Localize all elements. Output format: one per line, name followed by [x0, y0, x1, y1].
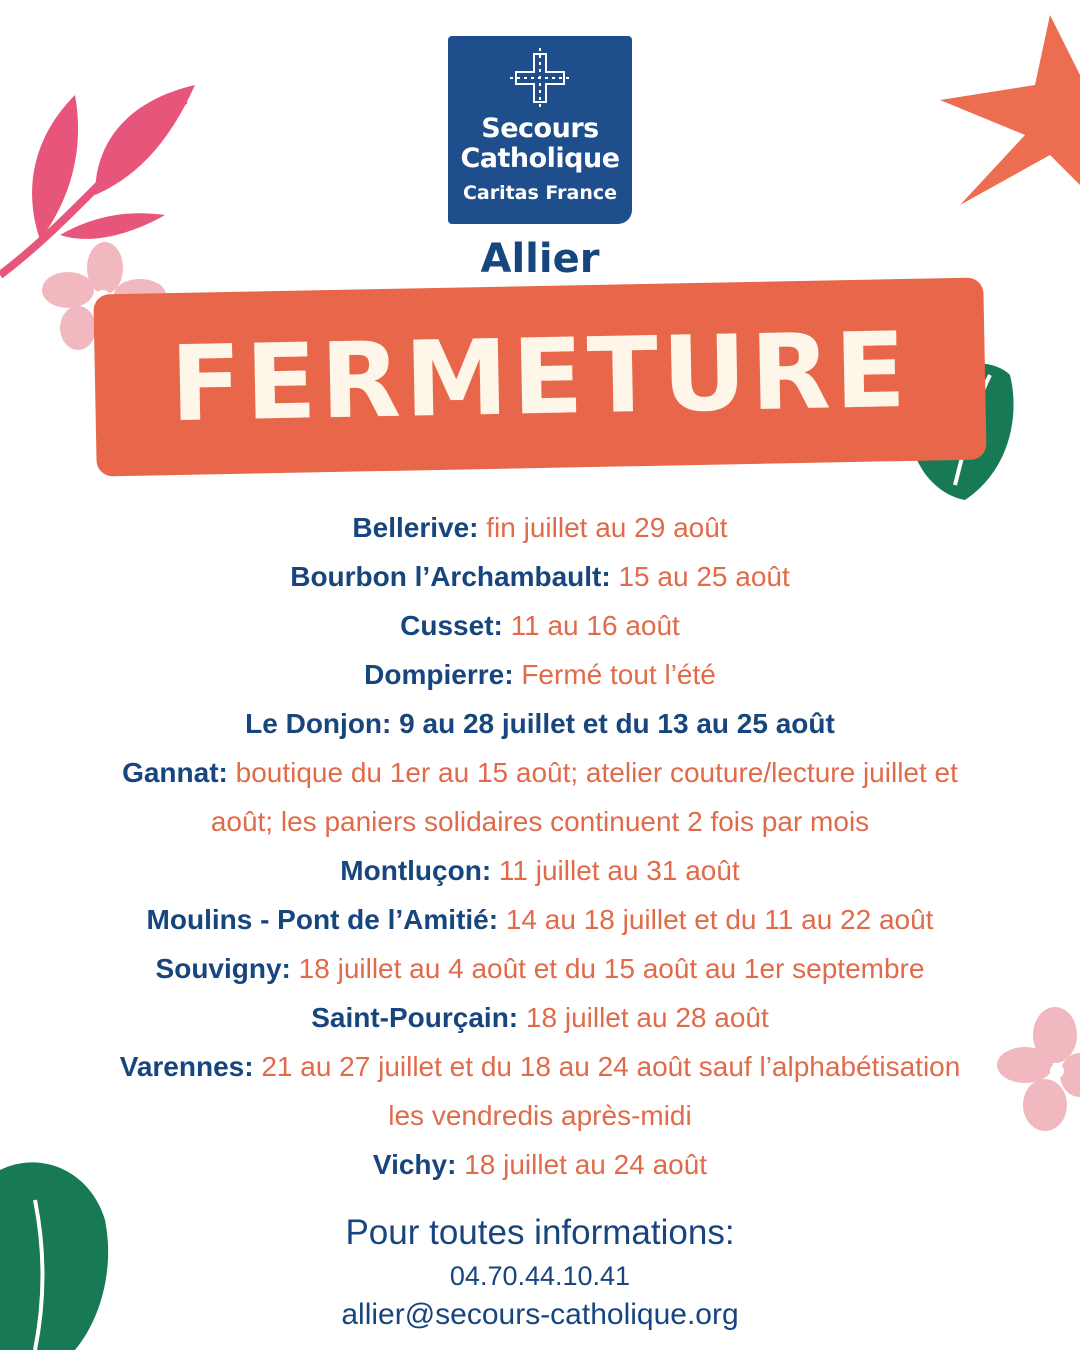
list-item: Cusset: 11 au 16 août — [400, 610, 680, 641]
list-item: Varennes: 21 au 27 juillet et du 18 au 24 août sauf l’alphabétisation — [119, 1051, 961, 1082]
cross-icon — [510, 48, 570, 108]
contact-email: allier@secours-catholique.org — [341, 1298, 739, 1331]
contact-phone: 04.70.44.10.41 — [449, 1261, 631, 1291]
contact-block — [0, 1210, 1080, 1334]
secours-catholique-logo — [448, 36, 632, 224]
list-item: Bellerive: fin juillet au 29 août — [352, 512, 728, 543]
list-item: Le Donjon: 9 au 28 juillet et du 13 au 25 août — [245, 708, 835, 739]
list-item: Souvigny: 18 juillet au 4 août et du 15 août au 1er septembre — [155, 953, 925, 984]
list-item: Montluçon: 11 juillet au 31 août — [340, 855, 740, 886]
list-item-continuation: août; les paniers solidaires continuent 2 fois par mois — [210, 806, 870, 837]
list-item: Gannat: boutique du 1er au 15 août; atelier couture/lecture juillet et — [122, 757, 958, 788]
logo-line-secours: Secours — [481, 113, 599, 144]
coral-leaf-decoration — [930, 15, 1080, 230]
list-item: Moulins - Pont de l’Amitié: 14 au 18 juillet et du 11 au 22 août — [146, 904, 934, 935]
list-item: Bourbon l’Archambault: 15 au 25 août — [290, 561, 790, 592]
list-item-continuation: les vendredis après-midi — [388, 1100, 692, 1131]
list-item: Dompierre: Fermé tout l’été — [364, 659, 716, 690]
logo-line-caritas: Caritas France — [462, 182, 618, 204]
fermeture-banner — [93, 277, 986, 476]
list-item: Vichy: 18 juillet au 24 août — [372, 1149, 708, 1180]
contact-heading: Pour toutes informations: — [345, 1213, 735, 1252]
list-item: Saint-Pourçain: 18 juillet au 28 août — [311, 1002, 769, 1033]
closure-list — [40, 503, 1040, 1189]
banner-title: FERMETURE — [169, 308, 911, 446]
logo-line-catholique: Catholique — [460, 143, 620, 174]
region-title: Allier — [480, 236, 600, 282]
